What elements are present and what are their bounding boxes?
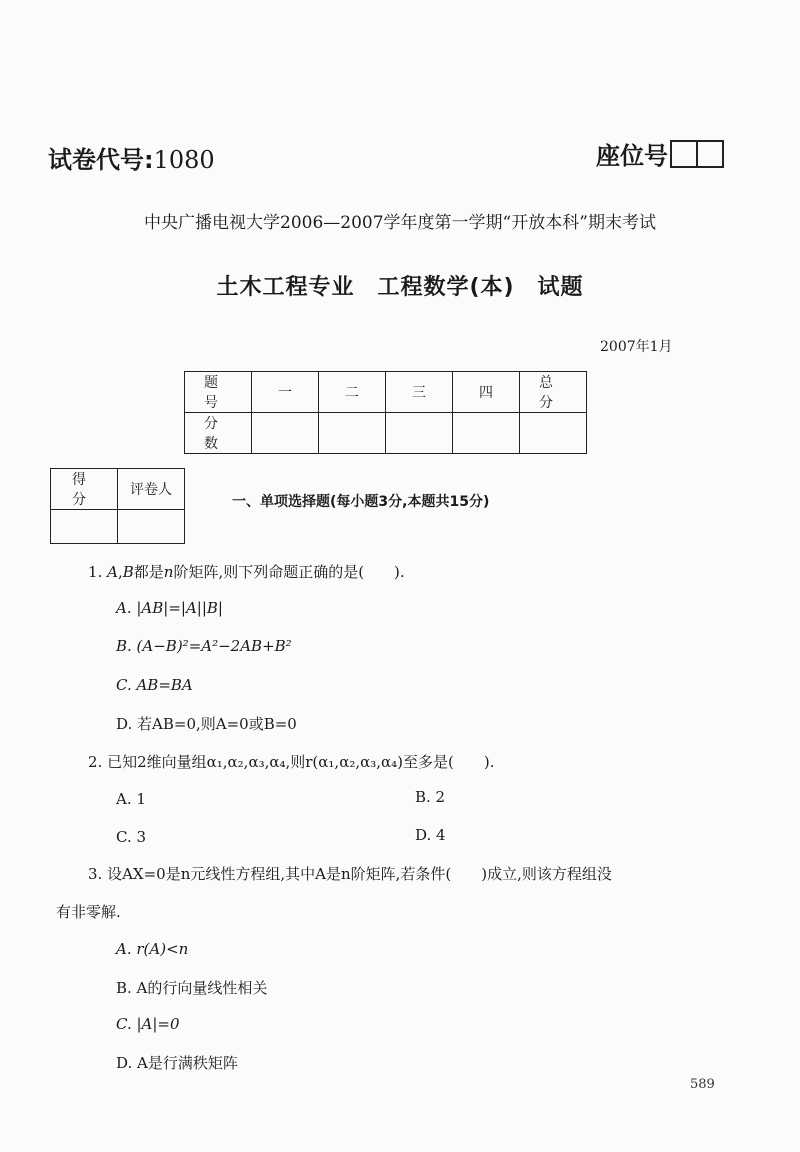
score-cell xyxy=(386,413,453,454)
seat-boxes xyxy=(670,140,724,168)
question-1-option-d: D. 若AB=0,则A=0或B=0 xyxy=(116,715,297,733)
grader-header-grader: 评卷人 xyxy=(118,469,185,510)
question-2-option-a: A. 1 xyxy=(116,790,146,808)
exam-title: 土木工程专业 工程数学(本) 试题 xyxy=(216,275,584,300)
section-title: 一、单项选择题(每小题3分,本题共15分) xyxy=(232,494,490,510)
score-header-cell: 题 号 xyxy=(185,372,252,413)
question-2-stem: 2. 已知2维向量组α₁,α₂,α₃,α₄,则r(α₁,α₂,α₃,α₄)至多是( ). xyxy=(88,753,495,771)
question-3-stem-line2: 有非零解. xyxy=(56,903,121,921)
question-1-option-b: B. (A−B)²=A²−2AB+B² xyxy=(116,637,292,655)
question-3-stem-line1: 3. 设AX=0是n元线性方程组,其中A是n阶矩阵,若条件( )成立,则该方程组没 xyxy=(88,865,612,883)
question-2-option-b: B. 2 xyxy=(415,788,446,806)
score-cell xyxy=(520,413,587,454)
seat-box xyxy=(698,140,724,168)
score-row-label: 分 数 xyxy=(185,413,252,454)
seat-number xyxy=(596,136,724,171)
question-1-option-c: C. AB=BA xyxy=(116,676,193,694)
score-cell xyxy=(319,413,386,454)
seat-box xyxy=(670,140,698,168)
question-3-option-d: D. A是行满秩矩阵 xyxy=(116,1054,238,1072)
paper-code-label: 试卷代号: xyxy=(48,146,154,174)
university-line: 中央广播电视大学2006—2007学年度第一学期“开放本科”期末考试 xyxy=(144,213,656,233)
score-header-cell: 四 xyxy=(453,372,520,413)
question-2-option-d: D. 4 xyxy=(415,826,446,844)
paper-code xyxy=(48,140,215,175)
score-header-cell: 三 xyxy=(386,372,453,413)
seat-label: 座位号 xyxy=(596,142,668,170)
paper-code-value: 1080 xyxy=(153,146,215,174)
score-header-cell: 总 分 xyxy=(520,372,587,413)
score-cell xyxy=(453,413,520,454)
grader-name-cell xyxy=(118,510,185,544)
score-table xyxy=(184,371,595,454)
exam-date: 2007年1月 xyxy=(600,339,673,355)
score-cell xyxy=(252,413,319,454)
score-table-score-row xyxy=(185,413,587,454)
grader-score-cell xyxy=(51,510,118,544)
grader-header-score: 得 分 xyxy=(51,469,118,510)
question-2-option-c: C. 3 xyxy=(116,828,147,846)
page-number: 589 xyxy=(690,1077,715,1092)
question-1-stem: 1. A,B都是n阶矩阵,则下列命题正确的是( ). xyxy=(88,563,405,581)
score-header-cell: 二 xyxy=(319,372,386,413)
question-3-option-c: C. |A|=0 xyxy=(116,1015,180,1033)
score-table-header-row xyxy=(185,372,587,413)
grader-table xyxy=(50,468,185,544)
score-header-cell: 一 xyxy=(252,372,319,413)
question-1-option-a: A. |AB|=|A||B| xyxy=(116,599,223,617)
question-3-option-a: A. r(A)<n xyxy=(116,940,189,958)
question-3-option-b: B. A的行向量线性相关 xyxy=(116,979,268,997)
